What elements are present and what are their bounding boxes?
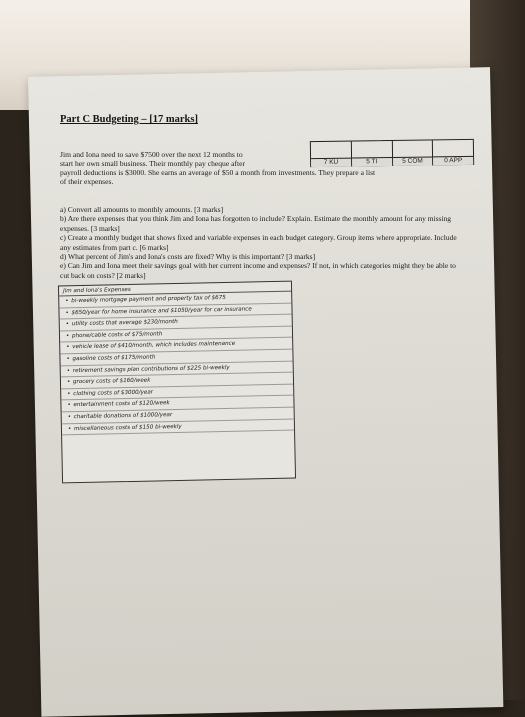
marks-label: 5 COM <box>393 156 433 166</box>
expense-text: $650/year for home insurance and $1050/year for car insurance <box>71 306 252 316</box>
expense-text: phone/cable costs of $75/month <box>71 331 163 339</box>
expense-text: miscellaneous costs of $150 bi-weekly <box>73 423 182 432</box>
bullet-icon: • <box>66 356 70 363</box>
expense-text: entertainment costs of $120/week <box>73 400 170 409</box>
question-e: e) Can Jim and Iona meet their savings goal with her current income and expenses? If not, in which categories might they be able to cut back on costs? [2 marks] <box>60 261 456 280</box>
expenses-title: Jim and Iona's Expenses <box>59 282 291 297</box>
intro-line: Jim and Iona need to save $7500 over the next 12 months to <box>60 150 243 159</box>
section-title: Part C Budgeting – [17 marks] <box>60 114 198 125</box>
bullet-icon: • <box>65 321 70 328</box>
bullet-icon: • <box>66 344 70 351</box>
bullet-icon: • <box>67 402 71 409</box>
intro-line: of their expenses. <box>60 177 114 186</box>
bullet-icon: • <box>66 367 71 374</box>
expense-text: gasoline costs of $175/month <box>72 354 156 363</box>
expense-text: vehicle lease of $410/month, which includes maintenance <box>72 341 236 351</box>
expense-text: retirement savings plan contributions of $225 bi-weekly <box>72 364 230 374</box>
question-b: b) Are there expenses that you think Jim and Iona has forgotten to include? Explain. Estimate the monthly amount for any missing expenses. [3 marks] <box>60 214 452 233</box>
bullet-icon: • <box>65 309 69 316</box>
bullet-icon: • <box>67 390 71 398</box>
question-d: d) What percent of Jim's and Iona's costs are fixed? Why is this important? [3 marks] <box>60 252 316 262</box>
bullet-icon: • <box>66 379 71 386</box>
expense-text: utility costs that average $230/month <box>71 319 178 328</box>
bullet-icon: • <box>67 414 72 421</box>
expense-text: bi-weekly mortgage payment and property tax of $675 <box>71 294 226 305</box>
bullet-icon: • <box>65 298 69 305</box>
question-a: a) Convert all amounts to monthly amounts. [3 marks] <box>60 205 224 214</box>
expense-text: charitable donations of $1000/year <box>73 412 173 421</box>
bullet-icon: • <box>65 333 70 340</box>
bullet-icon: • <box>67 425 72 432</box>
expenses-note <box>58 281 296 484</box>
intro-line: payroll deductions is $3000. She earns an average of $50 a month from investments. They prepare a list <box>60 168 376 177</box>
question-c: c) Create a monthly budget that shows fixed and variable expenses in each budget category. Group items where appropriate. Include any estimates from part c. [6 marks] <box>60 233 457 252</box>
marks-label: 7 KU <box>311 158 351 168</box>
intro-paragraph <box>60 150 455 186</box>
marks-label: 5 TI <box>352 157 392 167</box>
expense-text: grocery costs of $160/week <box>72 377 151 386</box>
marks-label: 0 APP <box>433 156 473 166</box>
intro-line: start her own small business. Their monthly pay cheque after <box>60 159 246 168</box>
expense-text: clothing costs of $3000/year <box>73 389 154 397</box>
question-list <box>60 205 460 280</box>
